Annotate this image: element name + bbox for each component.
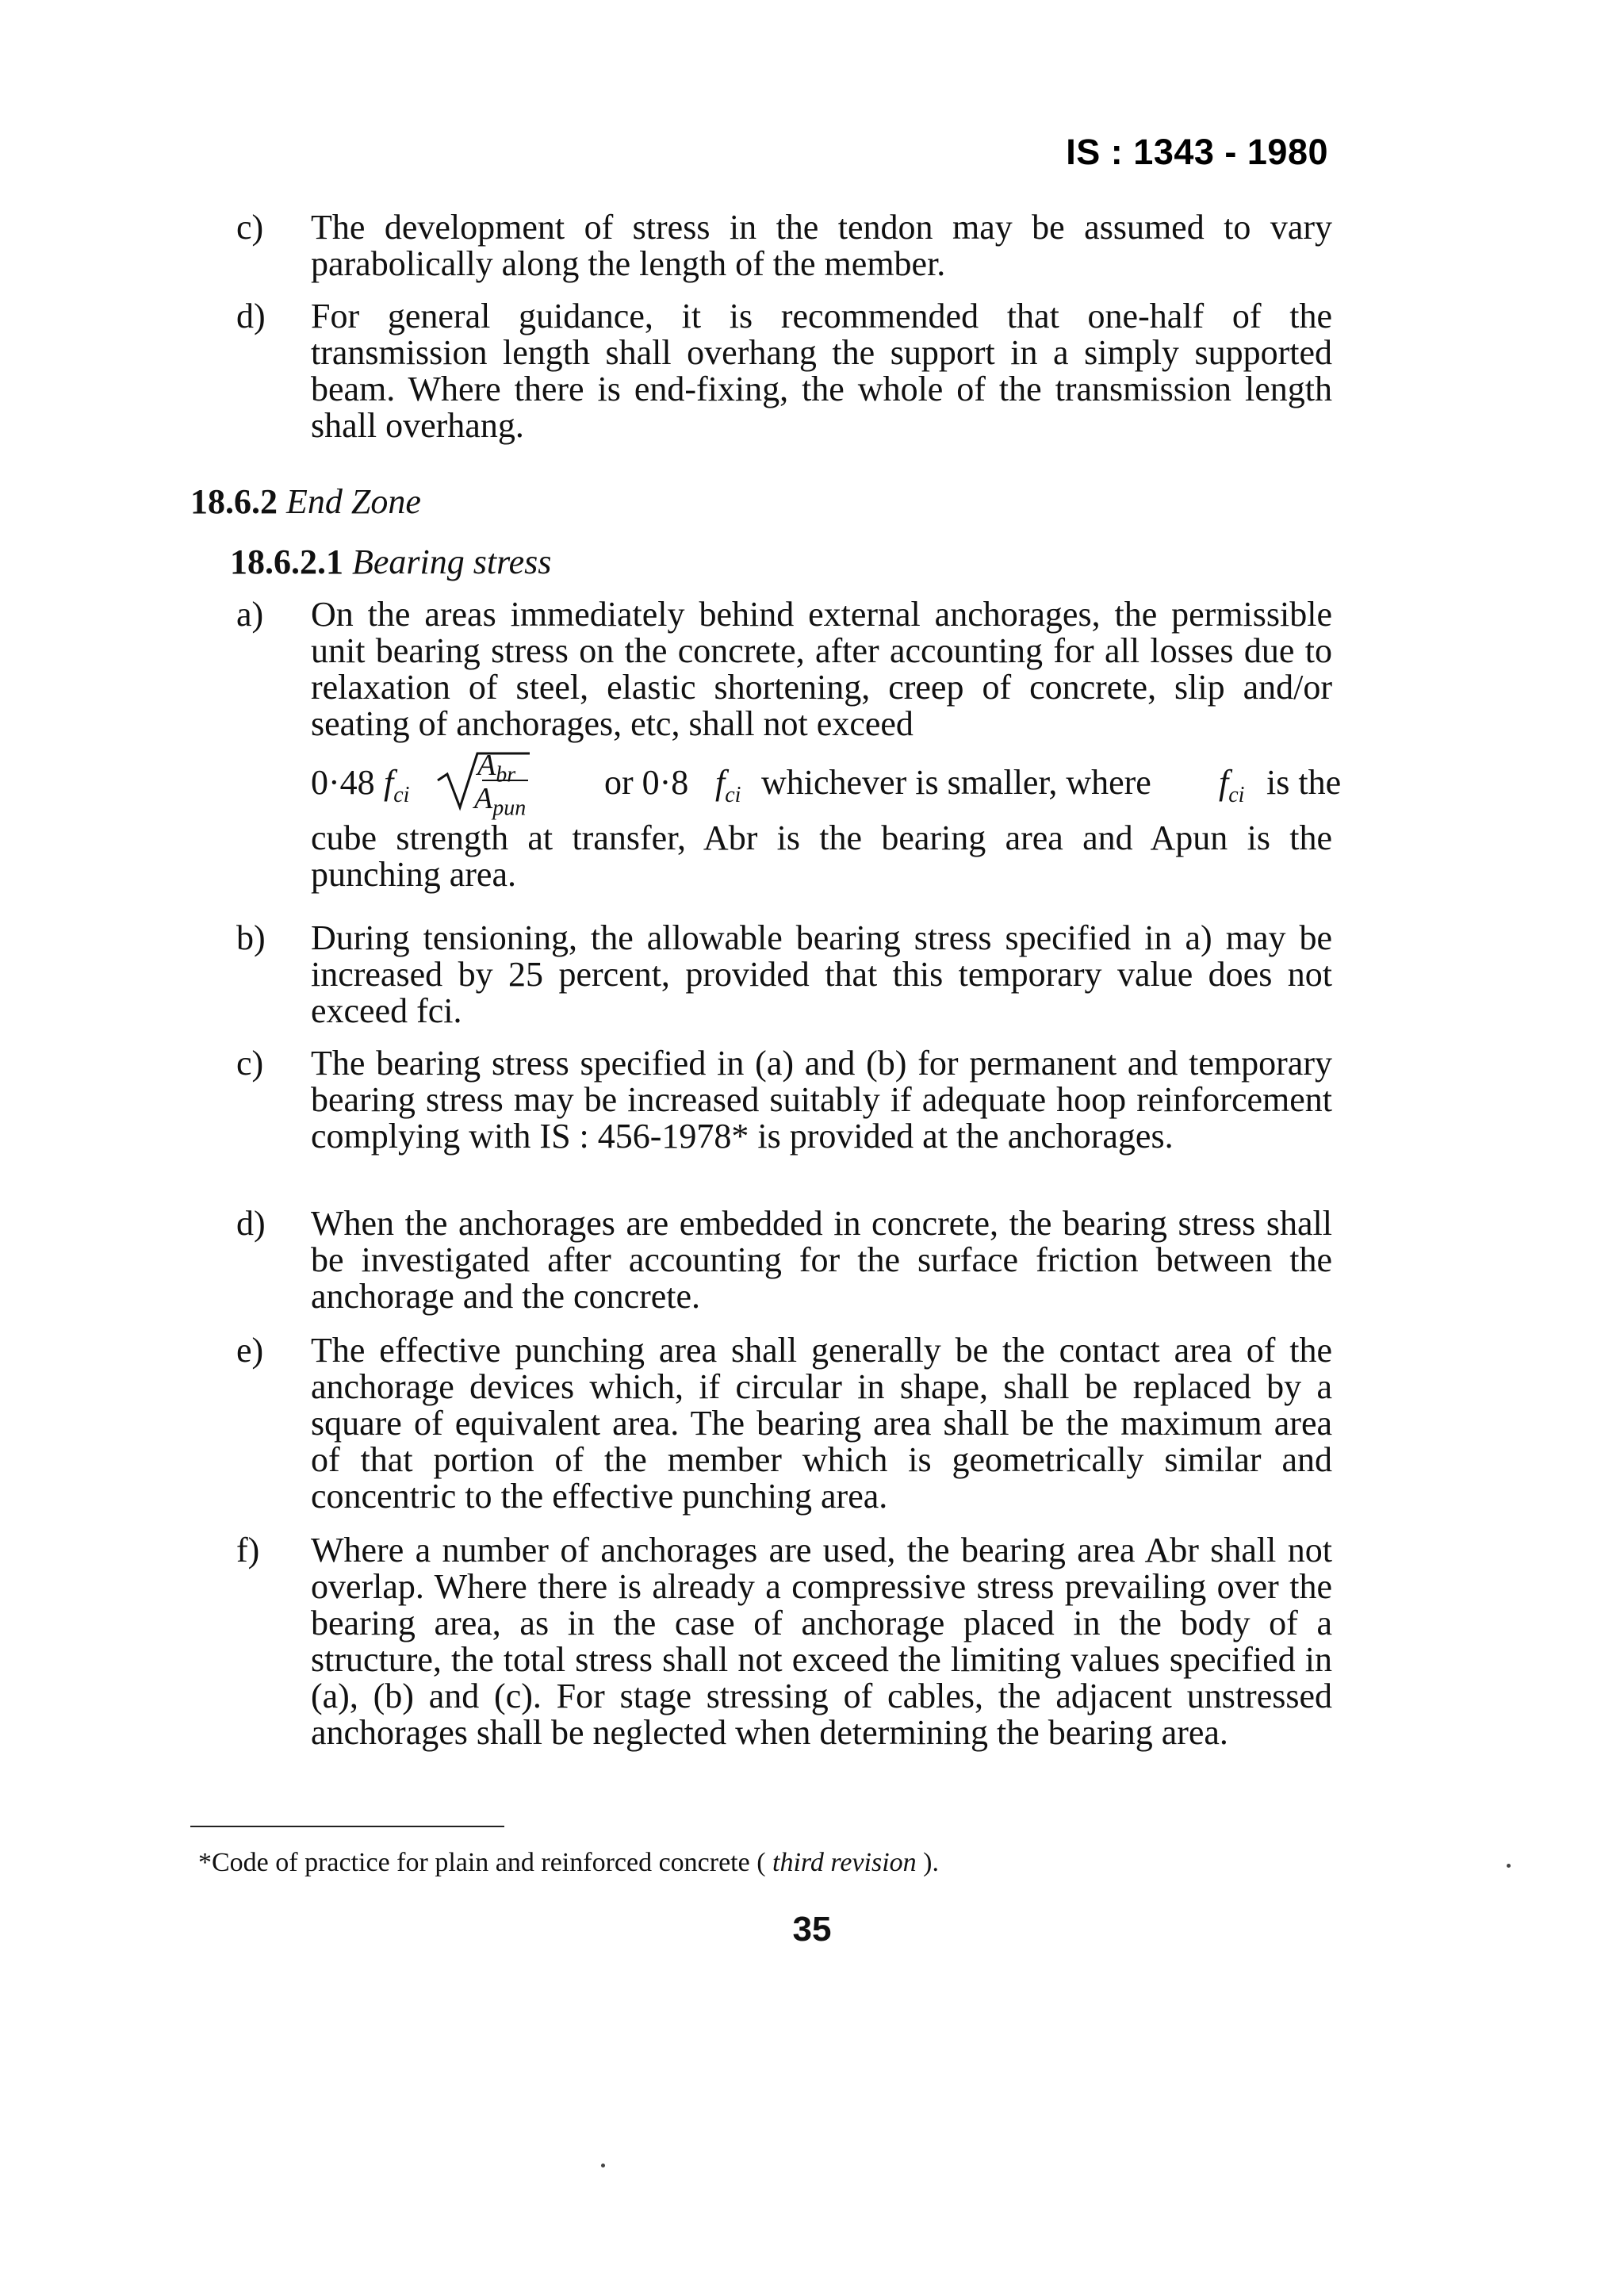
footnote-rule [190,1826,504,1827]
scan-speck [601,2164,605,2167]
standard-number: IS : 1343 - 1980 [1066,132,1328,172]
list-item-text: During tensioning, the allowable bearing stress specified in a) may be increased by 25 percent, provided that this temporary value does not exceed fci. [311,918,1332,1030]
bearing-item-b [236,920,1332,1029]
list-marker: c) [236,1044,264,1083]
list-item-text: Where a number of anchorages are used, the bearing area Abr shall not overlap. Where there is already a compressive stress prevailing over the bearing area, as in the case of anchorage placed in the body of a structure, the total stress shall not exceed the limiting values specified in (a), (b) and (c). For stage stressing of cables, the adjacent unstressed anchorages shall be neglected when determining the bearing area. [311,1531,1332,1752]
formula-continuation [236,820,1332,893]
footnote [198,1848,939,1878]
formula-tail: whichever is smaller, where [761,763,1151,802]
bearing-item-c [236,1045,1332,1155]
section-number: 18.6.2 [190,482,278,521]
page-number: 35 [792,1910,832,1949]
list-marker: e) [236,1331,264,1370]
formula-fci-2: $f_{ci}$ [715,763,741,807]
list-item-text: For general guidance, it is recommended that one-half of the transmission length shall overhang the support in a simply supported beam. Where there is end-fixing, the whole of the transmission length shall overhang. [311,297,1332,445]
footnote-close: ). [923,1848,939,1877]
list-marker: f) [236,1531,260,1570]
bearing-item-a [236,596,1332,742]
list-item-text: When the anchorages are embedded in concrete, the bearing stress shall be investigated after accounting for the surface friction between the anchorage and the concrete. [311,1204,1332,1316]
subsection-heading [230,544,551,581]
formula-or-text: or 0·8 [604,763,689,802]
footnote-italic: third revision [772,1848,917,1877]
scan-speck [1507,1864,1511,1868]
list-marker: b) [236,918,266,957]
list-item-text: The bearing stress specified in (a) and (b) for permanent and temporary bearing stress may be increased suitably if adequate hoop reinforcement complying with IS : 456-1978* is provided at the anchorages. [311,1044,1332,1156]
footnote-text: *Code of practice for plain and reinforced concrete ( [198,1848,766,1877]
list-marker: d) [236,1204,266,1243]
list-marker: a) [236,595,264,634]
section-heading [190,484,421,520]
list-item-top-d [236,298,1332,444]
formula-coefficient: 0·48 [311,763,375,802]
formula-numerator: $A_{br}$ [477,749,516,788]
list-item-text: The development of stress in the tendon may be assumed to vary parabolically along the length of the member. [311,208,1332,283]
formula-denominator: $A_{pun}$ [474,782,527,821]
section-title: End Zone [286,482,421,521]
bearing-item-e [236,1332,1332,1515]
subsection-number: 18.6.2.1 [230,542,343,581]
subsection-title: Bearing stress [352,542,552,581]
formula-continuation-text: cube strength at transfer, Abr is the bearing area and Apun is the punching area. [311,818,1332,894]
formula-fci-3: $f_{ci}$ [1219,763,1245,807]
list-marker: c) [236,208,264,247]
formula-is-the: is the [1266,763,1342,802]
list-marker: d) [236,297,266,335]
list-item-text: On the areas immediately behind external anchorages, the permissible unit bearing stress on the concrete, after accounting for all losses due to relaxation of steel, elastic shortening, creep of concrete, slip and/or seating of anchorages, etc, shall not exceed [311,595,1332,743]
formula-fci: $f_{ci}$ [384,763,410,807]
list-item-top-c [236,209,1332,282]
bearing-stress-formula [311,749,1342,821]
list-item-text: The effective punching area shall generally be the contact area of the anchorage devices which, if circular in shape, shall be replaced by a square of equivalent area. The bearing area shall be the maximum area of that portion of the member which is geometrically similar and concentric to the effective punching area. [311,1331,1332,1516]
bearing-item-d [236,1205,1332,1315]
bearing-item-f [236,1532,1332,1751]
